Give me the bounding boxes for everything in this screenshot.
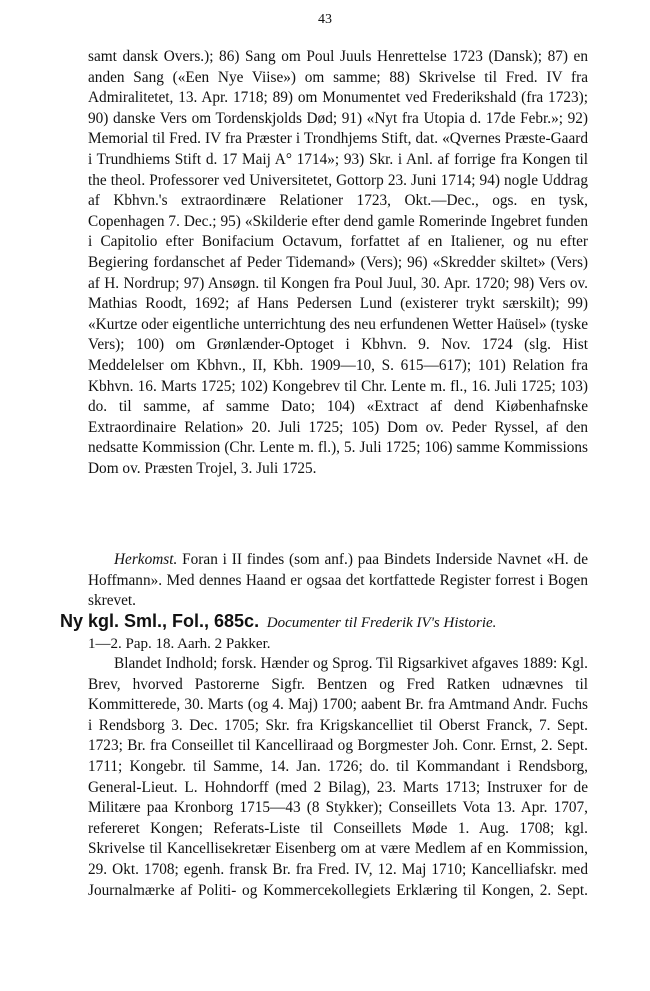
- collection-details: 1—2. Pap. 18. Aarh. 2 Pakker.: [88, 635, 271, 652]
- herkomst-text: Foran i II findes (som anf.) paa Bindets Inderside Navnet «H. de Hoffmann». Med dennes Haand er ogsaa det kortfattede Register forrest i Bogen skrevet.: [88, 551, 588, 610]
- collection-description: Documenter til Frederik IV's Historie.: [266, 615, 497, 631]
- page-number: 43: [318, 12, 332, 27]
- herkomst-label: Herkomst.: [114, 551, 178, 568]
- paragraph-contents: Blandet Indhold; forsk. Hænder og Sprog. Til Rigsarkivet afgaves 1889: Kgl. Brev, hvorved Pastorerne Sigfr. Bentzen og Fred Ratken udnævnes til Kommitterede, 30. Marts (og 4. Maj) 1700; aabent Br. fra Amtmand Andr. Fuchs i Rendsborg 3. Dec. 1705; Skr. fra Krigskancelliet til Oberst Franck, 7. Sept. 1723; Br. fra Conseillet til Kancelliraad og Borgmester Joh. Conr. Ernst, 2. Sept. 1711; Kongebr. til Samme, 14. Jan. 1726; do. til Kommandant i Rendsborg, General-Lieut. L. Hohndorff (med 2 Bilag), 23. Marts 1713; Instruxer for de Militære paa Kronborg 1715—43 (8 Stykker); Conseillets Vota 13. Apr. 1707, refereret Kongen; Referats-Liste til Conseillets Møde 1. Aug. 1708; kgl. Skrivelse til Kancellisekretær Eisenberg om at være Medlem af en Kommission, 29. Okt. 1708; egenh. fransk Br. fra Fred. IV, 12. Maj 1710; Kancelliafskr. med Journalmærke af Politi- og Kommercekollegiets Erklæring til Kongen, 2. Sept.: [88, 655, 588, 899]
- collection-heading: [60, 611, 588, 654]
- paragraph-herkomst: [88, 550, 588, 612]
- collection-title: Ny kgl. Sml., Fol., 685c.: [60, 611, 260, 631]
- paragraph-manuscript-list: samt dansk Overs.); 86) Sang om Poul Juuls Henrettelse 1723 (Dansk); 87) en anden Sang («Een Nye Viise») om samme; 88) Skrivelse til Fred. IV fra Admiralitetet, 13. Apr. 1718; 89) om Monumentet ved Frederikshald (fra 1723); 90) danske Vers om Tordenskjolds Død; 91) «Nyt fra Utopia d. 17de Febr.»; 92) Memorial til Fred. IV fra Præster i Trondhjems Stift, dat. «Qvernes Præste-Gaard i Trundhiems Stift d. 17 Maij A° 1714»; 93) Skr. i Anl. af forrige fra Kongen til the theol. Professorer ved Universitetet, Gottorp 23. Juni 1714; 94) nogle Uddrag af Kbhvn.'s extraordinære Relationer 1723, Okt.—Dec., ogs. en tysk, Copenhagen 7. Dec.; 95) «Skilderie efter dend gamle Romerinde Ingebret funden i Capitolio efter Bonifacium Octavum, forfattet af en Italiener, og nu efter Begiering fordanschet af Peder Tidemand» (Vers); 96) «Skredder skiltet» (Vers) af H. Nordrup; 97) Ansøgn. til Kongen fra Poul Juul, 30. Apr. 1720; 98) Vers ov. Mathias Roodt, 1692; af Hans Pedersen Lund (existerer trykt særskilt); 99) «Kurtze oder eigentliche unterrichtung des neu erfundenen Wetter Haüsel» (tyske Vers); 100) om Grønlænder-Optoget i Kbhvn. 9. Nov. 1724 (slg. Hist Meddelelser om Kbhvn., II, Kbh. 1909—10, S. 615—617); 101) Relation fra Kbhvn. 16. Marts 1725; 102) Kongebrev til Chr. Lente m. fl., 16. Juli 1725; 103) do. til samme, af samme Dato; 104) «Extract af dend Kiøbenhafnske Extraordinaire Relation» 20. Juli 1725; 105) Dom ov. Peder Ryssel, af den nedsatte Kommission (Chr. Lente m. fl.), 5. Juli 1725; 106) samme Kommissions Dom ov. Præsten Trojel, 3. Juli 1725.: [88, 48, 588, 477]
